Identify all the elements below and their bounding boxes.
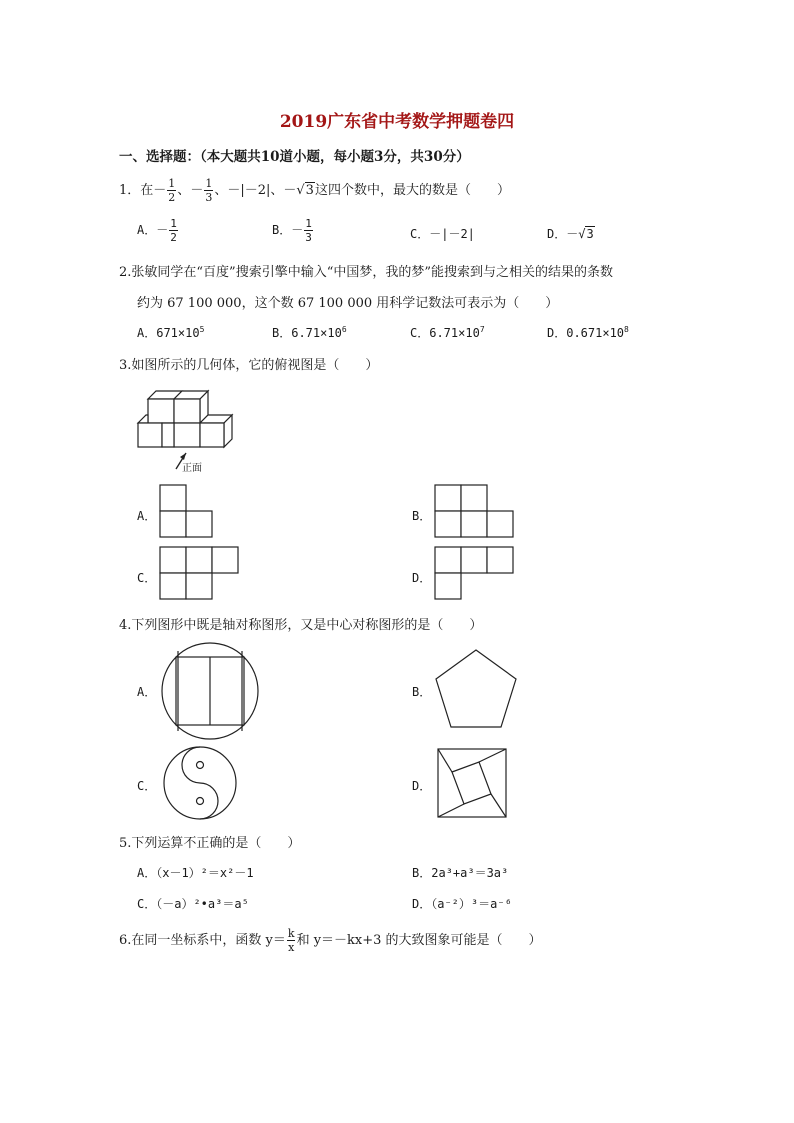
- q3-option-c-figure: [159, 546, 239, 600]
- q3-option-d-label: D．: [412, 571, 432, 585]
- q2-option-d-exp: 8: [624, 325, 629, 334]
- q1-option-b: [272, 218, 314, 243]
- q1-option-a: [137, 218, 179, 243]
- q1-option-a-den: 2: [170, 231, 177, 244]
- q2-option-a-exp: 5: [199, 325, 205, 334]
- q5-option-d: D．（a⁻²）³＝a⁻⁶: [412, 897, 512, 911]
- q1-prefix: 1．在: [119, 183, 154, 198]
- q1-option-b-frac: [304, 218, 313, 243]
- q6-suffix: 和 y＝－kx+3 的大致图象可能是（ ）: [296, 933, 542, 948]
- question-2-line-2: 约为 67 100 000，这个数 67 100 000 用科学记数法可表示为（ ）: [137, 296, 559, 311]
- q3-option-a-figure: [159, 484, 213, 538]
- question-4-stem: 4.下列图形中既是轴对称图形，又是中心对称图形的是（ ）: [119, 618, 483, 633]
- q4-option-b-figure: [434, 648, 518, 730]
- q1-option-b-num: 1: [305, 217, 312, 230]
- q1-option-a-num: 1: [170, 217, 177, 230]
- question-1-stem: [119, 178, 510, 203]
- question-5-stem: 5.下列运算不正确的是（ ）: [119, 836, 301, 851]
- q4-option-a-label: A．: [137, 685, 157, 699]
- q4-option-d-figure: [437, 748, 507, 818]
- q3-option-d-figure: [434, 546, 514, 600]
- question-6-stem: [119, 928, 542, 953]
- q4-option-a-figure: [160, 641, 260, 741]
- q2-option-b: [272, 324, 347, 341]
- q6-fraction: [287, 928, 296, 953]
- q1-option-b-label: B．－: [272, 223, 304, 237]
- q1-sqrt: √3: [296, 183, 314, 198]
- q3-option-b-figure: [434, 484, 514, 538]
- q2-option-a: [137, 324, 204, 341]
- question-3-stem: 3.如图所示的几何体，它的俯视图是（ ）: [119, 358, 379, 373]
- q2-option-c: [410, 324, 485, 341]
- q4-option-c-figure: [162, 745, 238, 821]
- q1-sign-1: －: [153, 183, 167, 198]
- q1-option-d: [547, 225, 595, 242]
- q1-option-d-label: D．－: [547, 227, 579, 241]
- q1-sqrt-value: 3: [305, 183, 314, 198]
- q1-sign-2: －: [190, 183, 204, 198]
- q1-fraction-2-num: 1: [205, 177, 213, 190]
- q2-option-d-base: D．0.671×10: [547, 326, 625, 340]
- q1-option-a-label: A．－: [137, 223, 169, 237]
- q3-option-b-label: B．: [412, 509, 432, 523]
- page-title: 2019广东省中考数学押题卷四: [279, 112, 515, 132]
- q3-option-c-label: C．: [137, 571, 157, 585]
- q1-sep-1: 、: [177, 183, 191, 198]
- q6-prefix: 6.在同一坐标系中，函数 y＝: [119, 933, 286, 948]
- q1-option-d-sqrt-value: 3: [586, 227, 594, 241]
- q1-fraction-2: [204, 178, 213, 203]
- q5-option-b: B．2a³+a³＝3a³: [412, 866, 509, 880]
- q2-option-c-base: C．6.71×10: [410, 326, 480, 340]
- q4-option-c-label: C．: [137, 779, 157, 793]
- q1-fraction-1: [167, 178, 176, 203]
- section-heading: 一、选择题：（本大题共10道小题，每小题3分，共30分）: [119, 149, 470, 165]
- q1-option-c: C．－|－2|: [410, 227, 475, 241]
- q1-fraction-1-num: 1: [168, 177, 176, 190]
- q2-option-b-base: B．6.71×10: [272, 326, 342, 340]
- q6-fraction-den: x: [288, 941, 295, 954]
- q1-option-d-sqrt: √3: [578, 227, 594, 241]
- q1-option-a-frac: [169, 218, 178, 243]
- q2-option-a-base: A．671×10: [137, 326, 200, 340]
- q1-option-b-den: 3: [305, 231, 312, 244]
- question-2-line-1: 2.张敏同学在“百度”搜索引擎中输入“中国梦，我的梦”能搜索到与之相关的结果的条数: [119, 265, 613, 280]
- q3-front-label: 正面: [182, 463, 202, 474]
- q6-fraction-num: k: [287, 927, 295, 940]
- q2-option-b-exp: 6: [341, 325, 347, 334]
- q5-option-a: A．（x－1）²＝x²－1: [137, 866, 254, 880]
- q4-option-b-label: B．: [412, 685, 432, 699]
- q5-option-c: C．（－a）²•a³＝a⁵: [137, 897, 249, 911]
- q1-suffix: 这四个数中，最大的数是（ ）: [314, 183, 510, 198]
- q4-option-d-label: D．: [412, 779, 432, 793]
- q2-option-c-exp: 7: [479, 325, 485, 334]
- q1-fraction-2-den: 3: [205, 191, 213, 204]
- q2-option-d: [547, 324, 629, 341]
- q1-sep-2: 、－|－2|、－: [214, 183, 297, 198]
- q3-option-a-label: A．: [137, 509, 157, 523]
- q1-fraction-1-den: 2: [168, 191, 176, 204]
